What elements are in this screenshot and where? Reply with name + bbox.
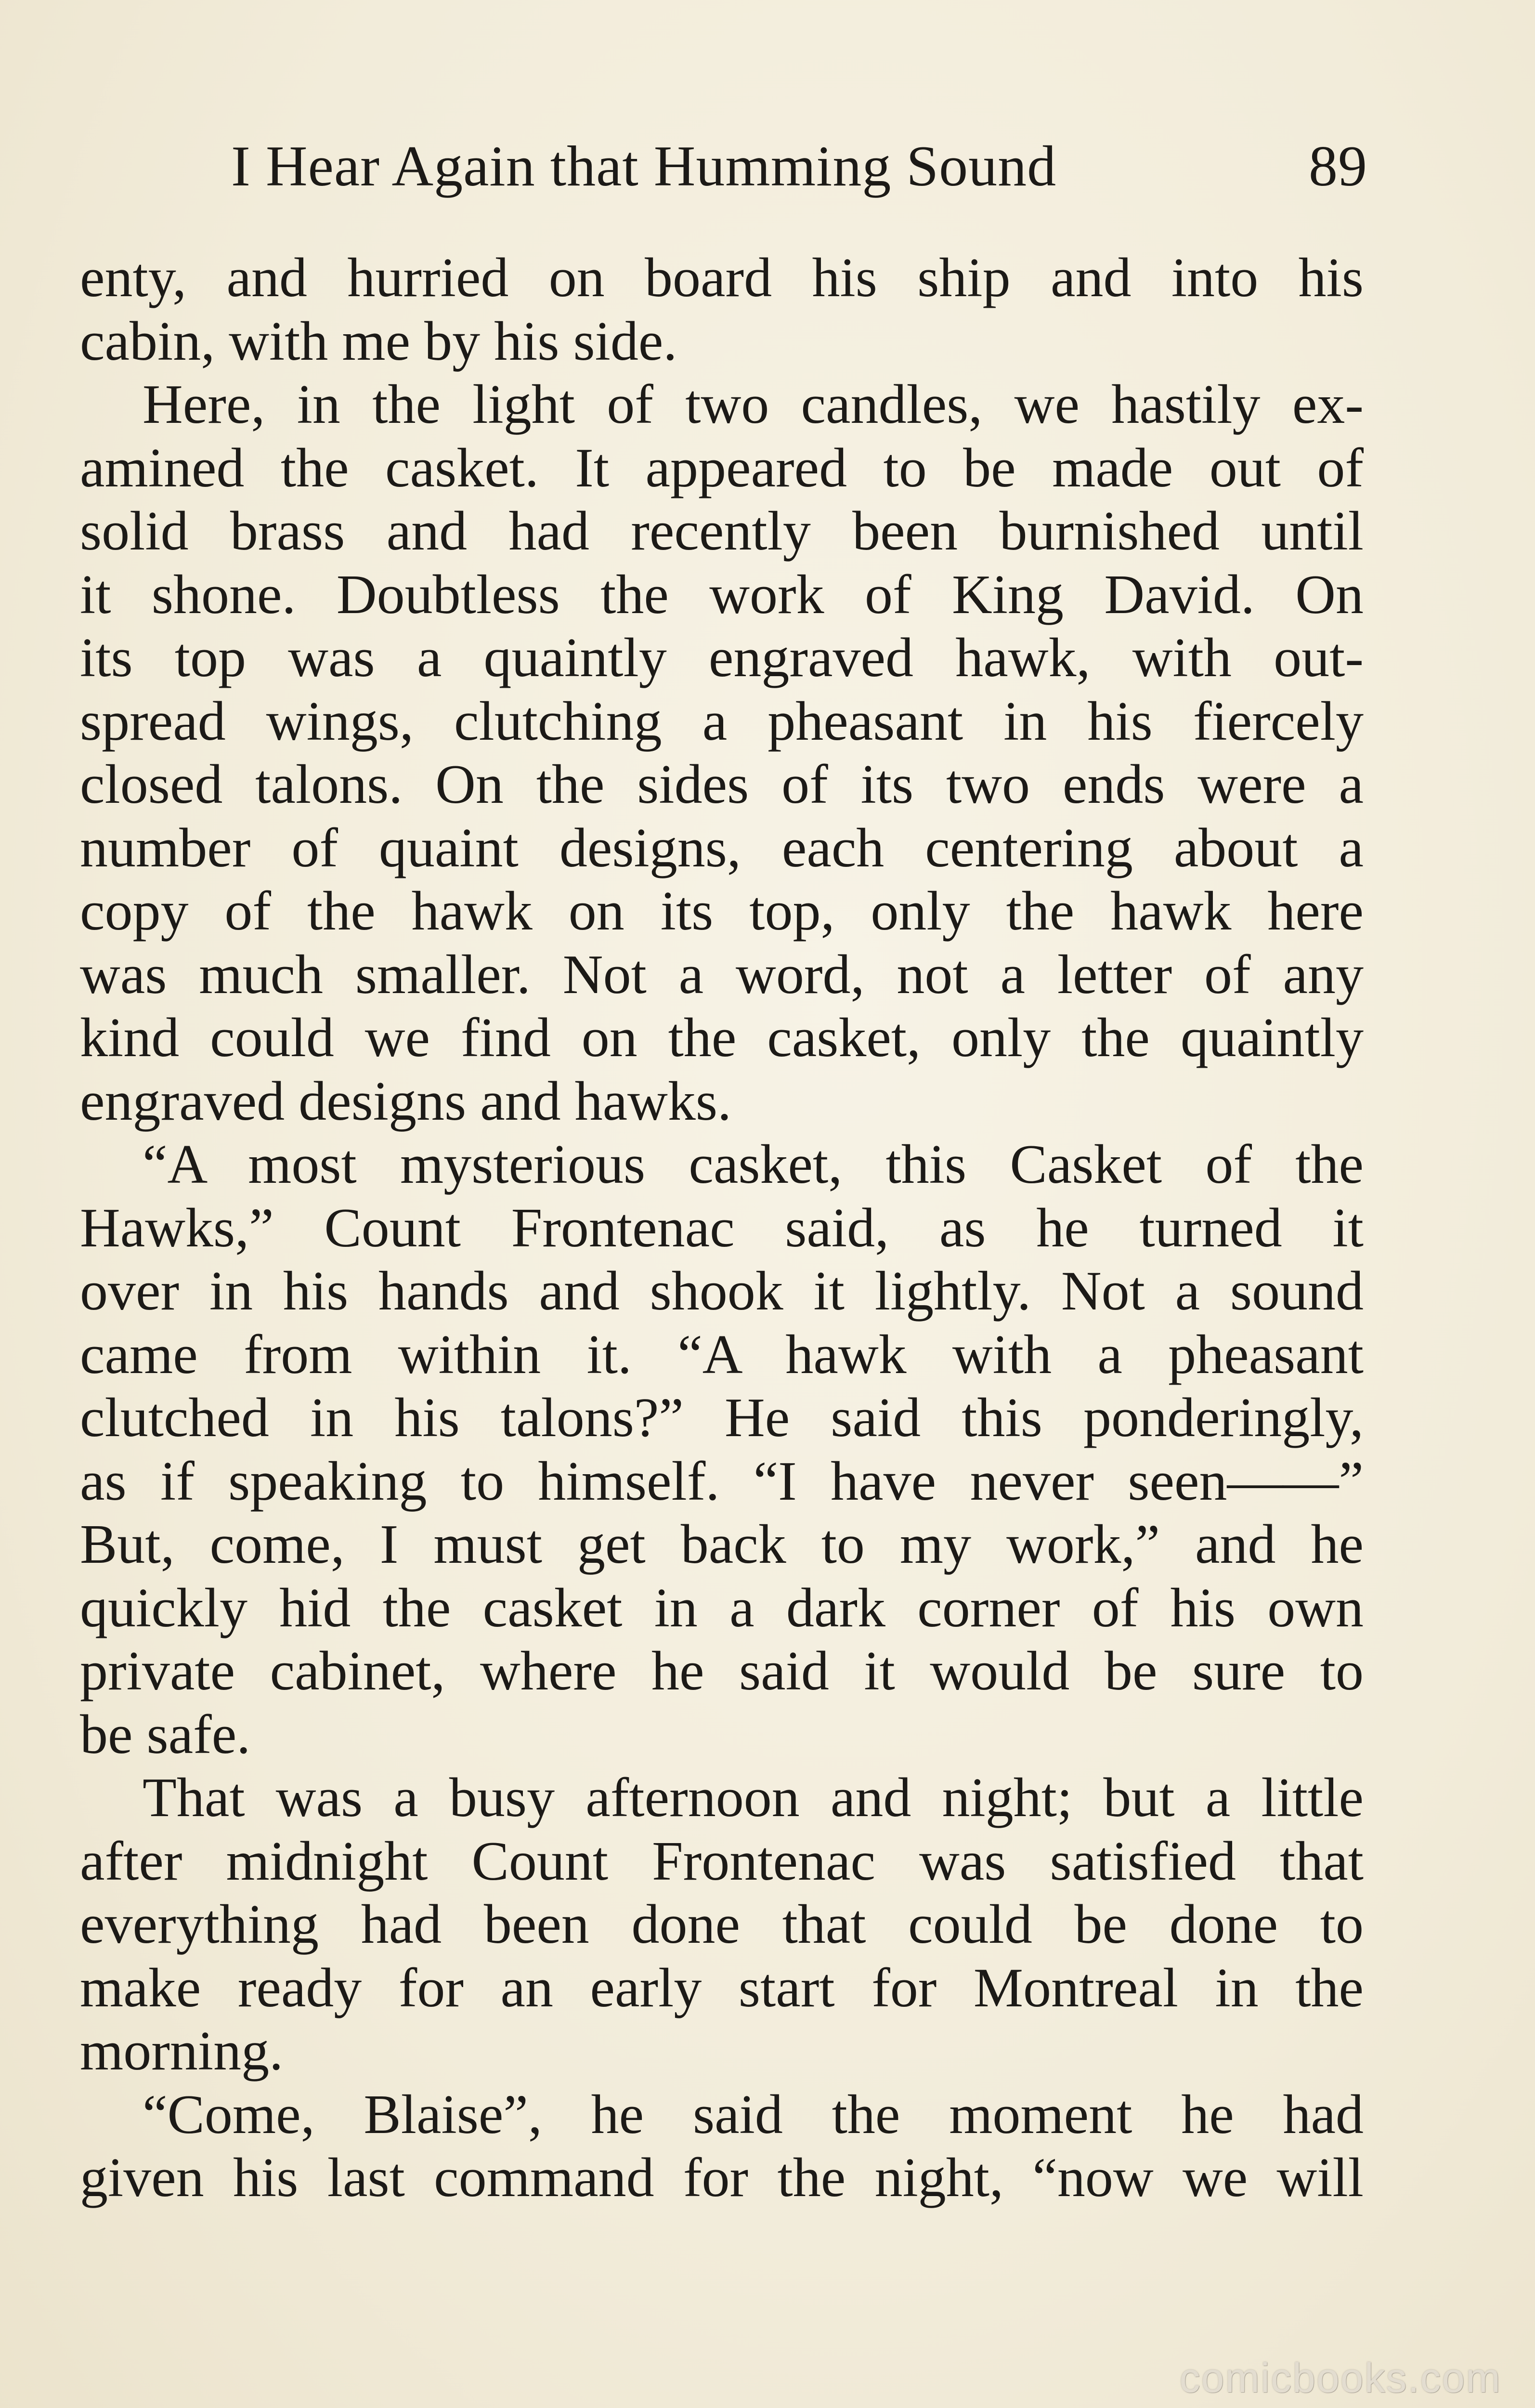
- text-line: spread wings, clutching a pheasant in his fiercely: [80, 690, 1364, 752]
- text-line: copy of the hawk on its top, only the hawk here: [80, 880, 1364, 942]
- text-line: That was a busy afternoon and night; but a little: [143, 1767, 1364, 1829]
- text-line: given his last command for the night, “now we will: [80, 2147, 1364, 2209]
- text-line: Here, in the light of two candles, we hastily ex-: [143, 374, 1364, 435]
- text-line: cabin, with me by his side.: [80, 310, 677, 372]
- page-number: 89: [1309, 134, 1367, 198]
- text-line: morning.: [80, 2020, 284, 2082]
- text-line: quickly hid the casket in a dark corner of his own: [80, 1577, 1364, 1639]
- text-line: clutched in his talons?” He said this ponderingly,: [80, 1387, 1364, 1449]
- text-line: make ready for an early start for Montreal in the: [80, 1957, 1364, 2019]
- text-line: everything had been done that could be done to: [80, 1894, 1364, 1955]
- text-line: came from within it. “A hawk with a pheasant: [80, 1323, 1364, 1386]
- text-line: Hawks,” Count Frontenac said, as he turned it: [80, 1197, 1364, 1259]
- text-line: as if speaking to himself. “I have never seen——”: [80, 1450, 1364, 1512]
- text-line: after midnight Count Frontenac was satisfied that: [80, 1830, 1364, 1892]
- text-line: engraved designs and hawks.: [80, 1070, 731, 1132]
- running-title: I Hear Again that Humming Sound: [231, 134, 1057, 198]
- text-line: was much smaller. Not a word, not a letter of any: [80, 943, 1364, 1006]
- text-line: be safe.: [80, 1703, 251, 1766]
- text-line: amined the casket. It appeared to be made out of: [80, 437, 1364, 499]
- text-line: enty, and hurried on board his ship and into his: [80, 247, 1364, 309]
- watermark: comicbooks.com: [1179, 2355, 1501, 2401]
- text-line: But, come, I must get back to my work,” and he: [80, 1514, 1364, 1575]
- text-line: solid brass and had recently been burnished until: [80, 500, 1364, 562]
- text-line: over in his hands and shook it lightly. Not a sound: [80, 1260, 1364, 1322]
- text-line: “Come, Blaise”, he said the moment he had: [143, 2083, 1364, 2146]
- text-line: its top was a quaintly engraved hawk, with out-: [80, 627, 1364, 689]
- running-header: [231, 130, 1367, 202]
- text-line: closed talons. On the sides of its two ends were a: [80, 754, 1364, 815]
- text-line: number of quaint designs, each centering about a: [80, 817, 1364, 879]
- text-line: it shone. Doubtless the work of King David. On: [80, 563, 1364, 626]
- text-line: “A most mysterious casket, this Casket of the: [143, 1134, 1364, 1195]
- text-line: kind could we find on the casket, only the quaintly: [80, 1007, 1364, 1069]
- text-line: private cabinet, where he said it would be sure to: [80, 1640, 1364, 1702]
- body-text: [80, 247, 1364, 2210]
